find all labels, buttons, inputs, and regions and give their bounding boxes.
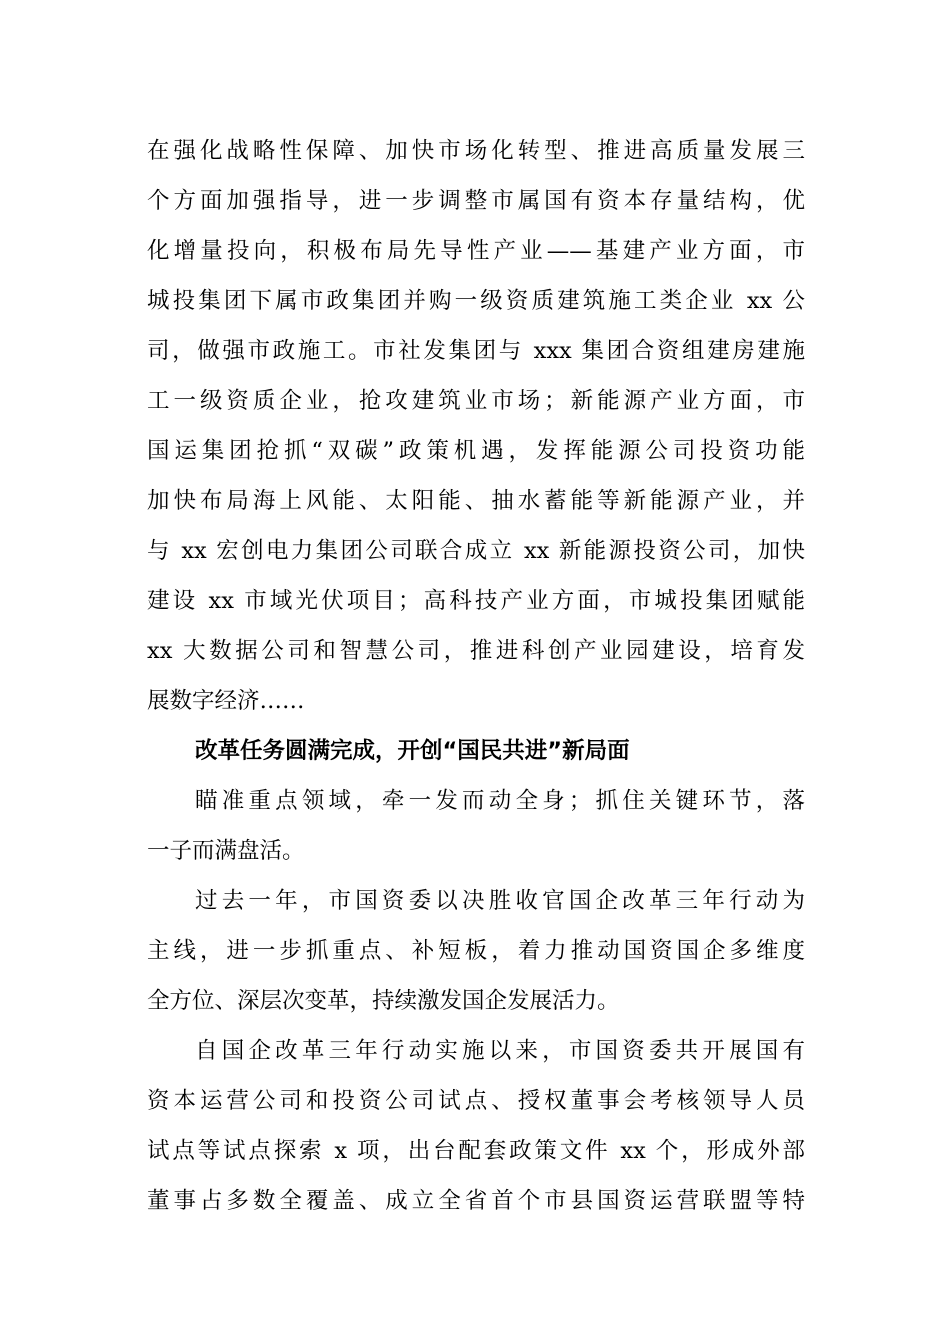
paragraph-3	[147, 876, 805, 1026]
text-line: 在强化战略性保障、加快市场化转型、推进高质量发展三	[147, 138, 805, 164]
text-line: 城投集团下属市政集团并购一级资质建筑施工类企业 xx 公	[147, 288, 805, 314]
text-line: 个方面加强指导，进一步调整市属国有资本存量结构，优	[147, 188, 805, 214]
text-line: 化增量投向，积极布局先导性产业——基建产业方面，市	[147, 238, 805, 264]
text-line: 建设 xx 市域光伏项目；高科技产业方面，市城投集团赋能	[147, 588, 805, 614]
paragraph-2	[147, 776, 805, 876]
text-line: 资本运营公司和投资公司试点、授权董事会考核领导人员	[147, 1088, 805, 1114]
section-heading: 改革任务圆满完成，开创“国民共进”新局面	[195, 738, 630, 764]
text-line: 国运集团抢抓“双碳”政策机遇，发挥能源公司投资功能	[147, 438, 805, 464]
text-line: 与 xx 宏创电力集团公司联合成立 xx 新能源投资公司，加快	[147, 538, 805, 564]
text-line: 自国企改革三年行动实施以来，市国资委共开展国有	[195, 1038, 805, 1064]
text-line: 展数字经济……	[147, 688, 305, 714]
text-line: 试点等试点探索 x 项，出台配套政策文件 xx 个，形成外部	[147, 1138, 805, 1164]
text-line: 司，做强市政施工。市社发集团与 xxx 集团合资组建房建施	[147, 338, 805, 364]
text-line: 加快布局海上风能、太阳能、抽水蓄能等新能源产业，并	[147, 488, 805, 514]
text-line: 主线，进一步抓重点、补短板，着力推动国资国企多维度	[147, 938, 805, 964]
text-line: 一子而满盘活。	[147, 838, 305, 864]
text-line: 瞄准重点领域，牵一发而动全身；抓住关键环节，落	[195, 788, 805, 814]
text-line: 董事占多数全覆盖、成立全省首个市县国资运营联盟等特	[147, 1188, 805, 1214]
paragraph-1	[147, 126, 805, 726]
text-line: 工一级资质企业，抢攻建筑业市场；新能源产业方面，市	[147, 388, 805, 414]
text-line: 全方位、深层次变革，持续激发国企发展活力。	[147, 988, 620, 1014]
paragraph-4	[147, 1026, 805, 1226]
text-line: 过去一年，市国资委以决胜收官国企改革三年行动为	[195, 888, 805, 914]
text-line: xx 大数据公司和智慧公司，推进科创产业园建设，培育发	[147, 638, 805, 664]
